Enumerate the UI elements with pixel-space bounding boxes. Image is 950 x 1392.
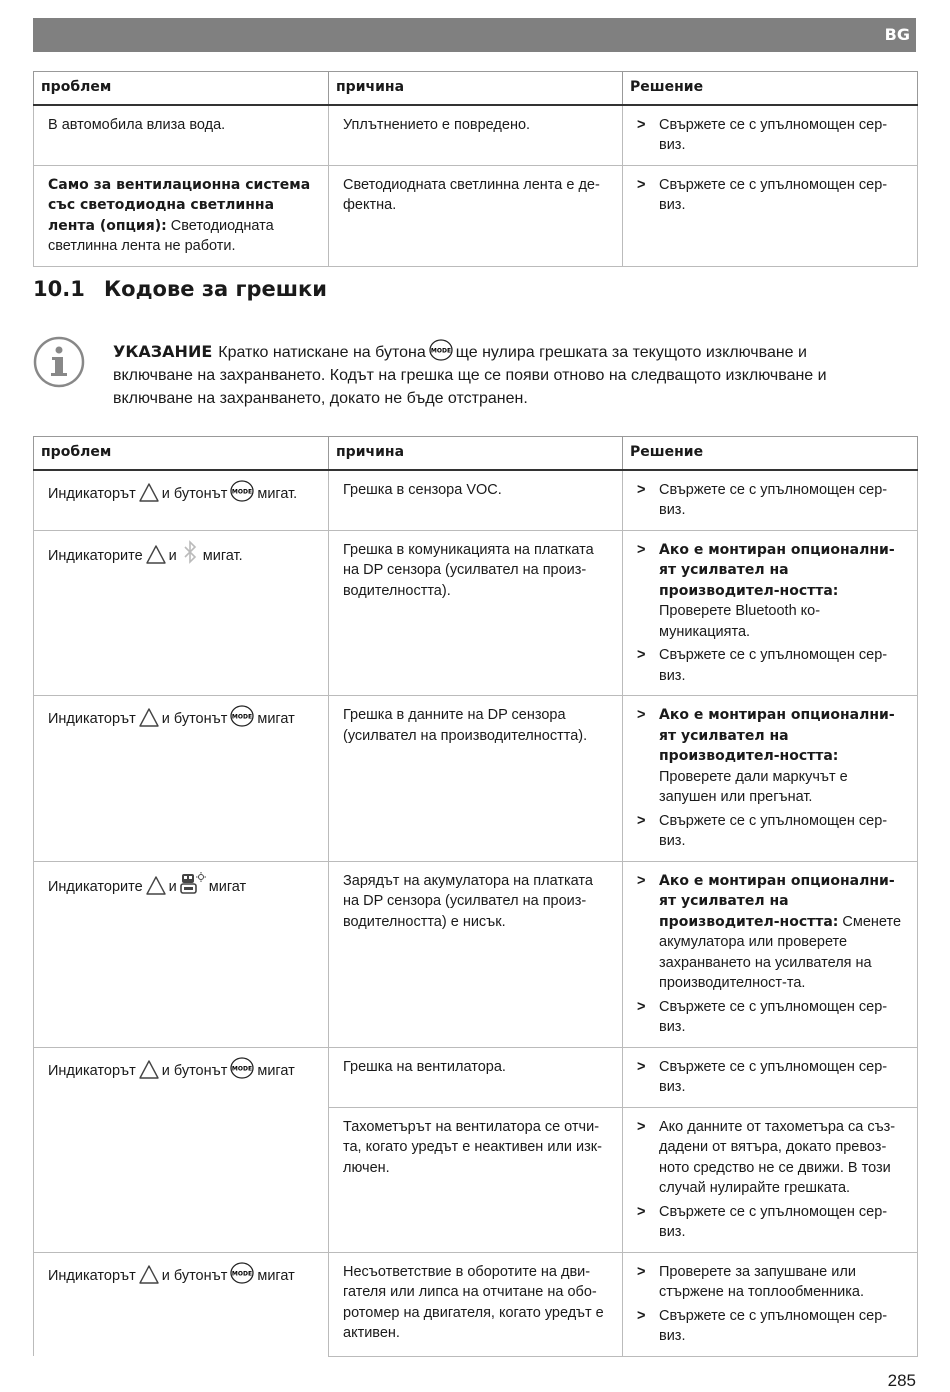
error-code-table: [33, 436, 918, 1357]
table-row: [34, 470, 918, 531]
warning-triangle-icon: [139, 708, 159, 727]
problem-bold: Само за вентилационна система със светодиодна светлинна лента (опция):: [48, 176, 311, 234]
cause-cell: Грешка на вентилатора.: [329, 1047, 623, 1107]
table-row: [34, 861, 918, 1047]
table-header-row: [34, 72, 918, 105]
solution-item: > Свържете се с упълномощен сер-виз.: [637, 811, 903, 852]
problem-text: Индикаторът: [48, 485, 136, 502]
solution-item: > Свържете се с упълномощен сер-виз.: [637, 175, 903, 216]
mode-button-icon: [429, 339, 453, 361]
solution-cell: [623, 1252, 918, 1356]
problem-cell: [34, 165, 329, 266]
problem-text: Индикаторите: [48, 878, 143, 895]
mode-label: MODE: [232, 1065, 253, 1072]
solution-item: [637, 705, 903, 808]
mode-label: MODE: [430, 347, 451, 355]
header-problem: проблем: [34, 72, 329, 105]
header-problem: проблем: [34, 437, 329, 470]
problem-cell: [34, 470, 329, 531]
bluetooth-icon: [180, 540, 200, 564]
cause-cell: Грешка в данните на DP сензора (усилвател на производителността).: [329, 696, 623, 862]
solution-item: > Свържете се с упълномощен сер-виз.: [637, 1057, 903, 1098]
solution-condition: Ако е монтиран опционални-ят усилвател на производител-ността:: [659, 707, 895, 764]
sensor-battery-icon: [180, 871, 206, 895]
page-number: 285: [887, 1371, 916, 1390]
cause-cell: Тахометърът на вентилатора се отчи-та, когато уредът е неактивен или изк-лючен.: [329, 1107, 623, 1252]
cause-cell: Несъответствие в оборотите на дви-гателя или липса на отчитане на обо-ротомер на двигателя, когато уредът е активен.: [329, 1252, 623, 1356]
problem-text: Индикаторът: [48, 1267, 136, 1284]
problem-text: Индикаторите: [48, 547, 143, 564]
problem-text: Индикаторът: [48, 1062, 136, 1079]
problem-cell: [34, 696, 329, 862]
table-header-row: [34, 437, 918, 470]
trouble-table-1: [33, 71, 918, 267]
table-row: [34, 530, 918, 696]
header-solution: Решение: [623, 72, 918, 105]
mode-label: MODE: [232, 713, 253, 721]
note-text-before: Кратко натискане на бутона: [218, 344, 426, 361]
solution-item: > Свържете се с упълномощен сер-виз.: [637, 997, 903, 1038]
section-title: Кодове за грешки: [104, 277, 328, 301]
section-number: 10.1: [33, 277, 85, 301]
warning-triangle-icon: [139, 483, 159, 502]
info-icon: [33, 336, 85, 388]
solution-item: > Свържете се с упълномощен сер-виз.: [637, 115, 903, 156]
problem-text: мигат: [257, 1062, 295, 1079]
problem-text: мигат.: [202, 547, 243, 564]
solution-text: Сменете акумулатора или проверете захранването на усилвателя на производителност-та.: [659, 913, 902, 991]
solution-item: > Свържете се с упълномощен сер-виз.: [637, 1202, 903, 1243]
table-row: [34, 1047, 918, 1107]
table-row: [34, 696, 918, 862]
problem-cell: [34, 530, 329, 696]
solution-item: > Свържете се с упълномощен сер-виз.: [637, 480, 903, 521]
solution-cell: [623, 696, 918, 862]
table-row: [34, 1252, 918, 1356]
problem-cell: [34, 1252, 329, 1356]
note-label: УКАЗАНИЕ: [113, 342, 213, 361]
solution-item: > Проверете за запушване или стържене на топлообменника.: [637, 1262, 903, 1303]
problem-text: и: [168, 547, 177, 564]
solution-cell: [623, 165, 918, 266]
problem-text: мигат: [257, 1267, 295, 1284]
problem-text: мигат.: [257, 485, 298, 502]
solution-cell: [623, 861, 918, 1047]
solution-item: [637, 540, 903, 643]
table-row: [34, 165, 918, 266]
problem-text: и бутонът: [161, 485, 228, 502]
section-heading: [33, 277, 327, 301]
language-code: BG: [884, 25, 910, 44]
mode-button-icon: [230, 1057, 254, 1079]
problem-text: и бутонът: [161, 1062, 228, 1079]
warning-triangle-icon: [146, 876, 166, 895]
warning-triangle-icon: [146, 545, 166, 564]
problem-text: и: [168, 878, 177, 895]
note-text: [113, 339, 873, 410]
problem-text: и бутонът: [161, 1267, 228, 1284]
header-bar: [33, 18, 916, 52]
cause-cell: Зарядът на акумулатора на платката на DP сензора (усилвател на произ-водителността) е нисък.: [329, 861, 623, 1047]
problem-text: Индикаторът: [48, 711, 136, 727]
header-cause: причина: [329, 437, 623, 470]
mode-label: MODE: [232, 488, 253, 495]
solution-text: Проверете Bluetooth ко-муникацията.: [659, 603, 821, 640]
problem-text: мигат: [208, 878, 247, 895]
mode-label: MODE: [232, 1270, 253, 1277]
solution-condition: Ако е монтиран опционални-ят усилвател на производител-ността:: [659, 872, 895, 930]
mode-button-icon: [230, 1262, 254, 1284]
cause-cell: Уплътнението е повредено.: [329, 105, 623, 166]
note-text-after: ще нулира грешката за текущото изключване и включване на захранването. Кодът на грешка ще се появи отново на следващото изключване и включване на захранването, докато не бъде отстранен.: [113, 344, 827, 407]
problem-text: Светодиодната светлинна лента не работи.: [48, 217, 274, 254]
problem-cell: [34, 861, 329, 1047]
cause-cell: Грешка в сензора VOC.: [329, 470, 623, 531]
solution-item: > Свържете се с упълномощен сер-виз.: [637, 645, 903, 686]
problem-text: мигат: [257, 711, 295, 727]
header-solution: Решение: [623, 437, 918, 470]
mode-button-icon: [230, 480, 254, 502]
solution-text: Проверете дали маркучът е запушен или прегънат.: [659, 768, 848, 805]
solution-cell: [623, 105, 918, 166]
problem-cell: В автомобила влиза вода.: [34, 105, 329, 166]
solution-cell: [623, 470, 918, 531]
solution-cell: [623, 1047, 918, 1107]
solution-condition: Ако е монтиран опционални-ят усилвател на производител-ността:: [659, 541, 895, 599]
solution-item: [637, 871, 903, 994]
warning-triangle-icon: [139, 1060, 159, 1079]
problem-text: и бутонът: [161, 711, 228, 727]
problem-cell: [34, 1047, 329, 1252]
cause-cell: Грешка в комуникацията на платката на DP сензора (усилвател на произ-водителността).: [329, 530, 623, 696]
solution-cell: [623, 1107, 918, 1252]
warning-triangle-icon: [139, 1265, 159, 1284]
solution-cell: [623, 530, 918, 696]
solution-item: > Ако данните от тахометъра са съз-дадени от вятъра, докато превоз-ното средство не се движи. В този случай нулирайте грешката.: [637, 1117, 903, 1199]
mode-button-icon: [230, 705, 254, 727]
solution-item: > Свържете се с упълномощен сер-виз.: [637, 1306, 903, 1347]
header-cause: причина: [329, 72, 623, 105]
cause-cell: Светодиодната светлинна лента е де-фектна.: [329, 165, 623, 266]
table-row: [34, 105, 918, 166]
